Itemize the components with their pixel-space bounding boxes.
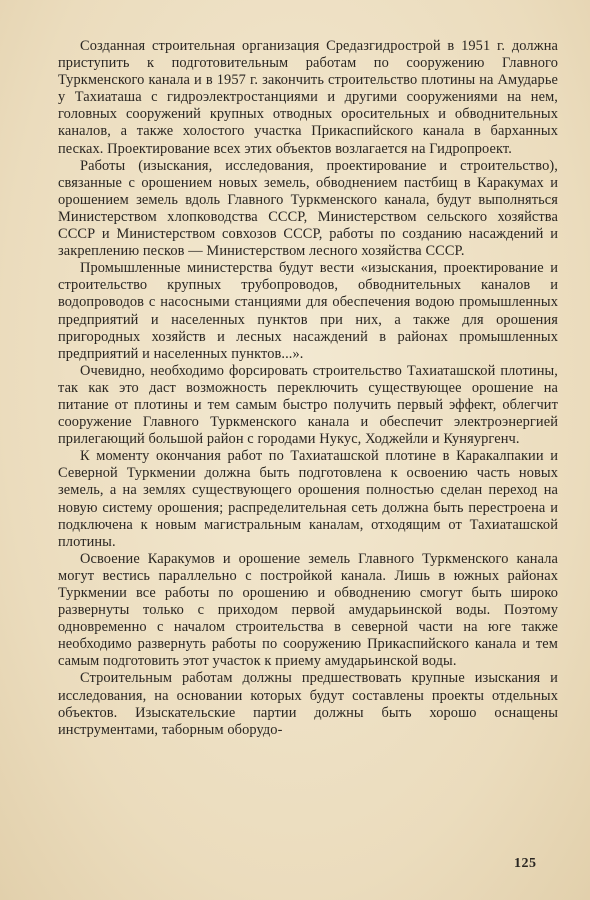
paragraph-7: Строительным работам должны предшествовать крупные изыскания и исследования, на основании которых будут составлены проекты отдельных объектов. Изыскательские партии должны быть хорошо оснащены инструментами, таборным оборудо-: [58, 670, 558, 738]
paragraph-2: Работы (изыскания, исследования, проектирование и строительство), связанные с орошением новых земель, обводнением пастбищ в Каракумах и орошением земель вдоль Главного Туркменского канала, будут выполняться Министерством хлопководства СССР, Министерством сельского хозяйства СССР и Министерством совхозов СССР, работы по созданию насаждений и закреплению песков — Министерством лесного хозяйства СССР.: [58, 157, 558, 260]
paragraph-3: Промышленные министерства будут вести «изыскания, проектирование и строительство крупных трубопроводов, обводнительных каналов и водопроводов с насосными станциями для обеспечения водою промышленных предприятий и населенных пунктов при них, а также для орошения пригородных хозяйств и лесных насаждений в районах промышленных предприятий и населенных пунктов...».: [58, 260, 558, 362]
paragraph-5: К моменту окончания работ по Тахиаташской плотине в Каракалпакии и Северной Туркмении должна быть подготовлена к освоению часть новых земель, а на землях существующего орошения полностью сделан переход на новую систему орошения; распределительная сеть должна быть перестроена и подключена к новым магистральным каналам, отходящим от Тахиаташской плотины.: [58, 448, 558, 550]
page-number: 125: [514, 856, 537, 871]
paragraph-6: Освоение Каракумов и орошение земель Главного Туркменского канала могут вестись параллельно с постройкой канала. Лишь в южных районах Туркмении все работы по орошению и обводнению смогут быть широко развернуты только с приходом первой амударьинской воды. Поэтому одновременно с началом строительства в северной части на юге также необходимо развернуть работы по сооружению Прикаспийского канала и тем самым подготовить этот участок к приему амударьинской воды.: [58, 550, 558, 670]
paragraph-4: Очевидно, необходимо форсировать строительство Тахиаташской плотины, так как это даст возможность переключить существующее орошение на питание от плотины и тем самым быстро получить первый эффект, облегчит сооружение Главного Туркменского канала и обеспечит электроэнергией прилегающий большой район с городами Нукус, Ходжейли и Куняургенч.: [58, 362, 558, 448]
body-text: [58, 38, 558, 739]
paragraph-1: Созданная строительная организация Средазгидрострой в 1951 г. должна приступить к подготовительным работам по сооружению Главного Туркменского канала и в 1957 г. закончить строительство плотины на Амударье у Тахиаташа с гидроэлектростанциями и другими сооружениями на нем, головных сооружений крупных отводных оросительных и обводнительных каналов, а также холостого участка Прикаспийского канала в барханных песках. Проектирование всех этих объектов возлагается на Гидропроект.: [58, 38, 558, 157]
